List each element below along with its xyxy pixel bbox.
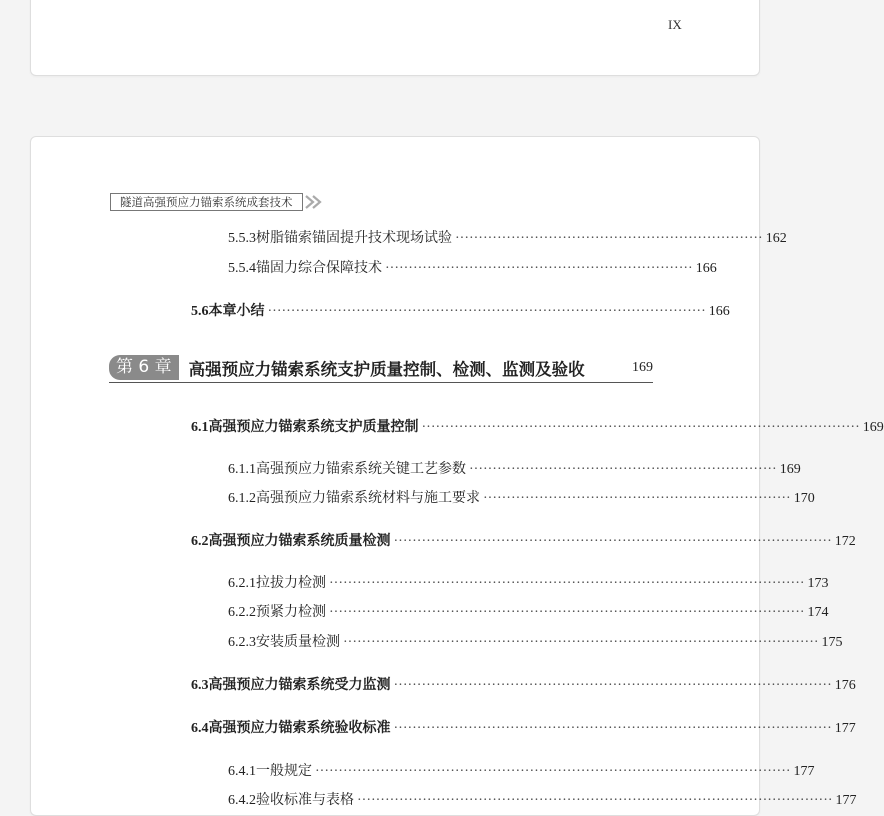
entry-page: 176 [834,678,856,693]
toc-entry-6-1-1[interactable] [228,458,801,478]
leader-dots: ······································································································ [315,764,791,779]
entry-title: 验收标准与表格 [256,792,354,808]
entry-page: 162 [765,231,787,246]
leader-dots: ·································································· [483,491,791,506]
entry-number: 6.2 [191,534,209,549]
chapter-page: 169 [632,359,653,375]
entry-number: 6.1.1 [228,462,256,477]
entry-page: 169 [779,462,801,477]
entry-number: 6.2.2 [228,605,256,620]
running-head [110,193,323,211]
entry-page: 166 [708,304,730,319]
entry-page: 177 [834,721,856,736]
entry-title: 高强预应力锚索系统验收标准 [208,720,391,736]
toc-entry-6-1-2[interactable] [228,487,815,507]
entry-page: 177 [793,764,815,779]
entry-title: 高强预应力锚索系统材料与施工要求 [256,490,480,506]
entry-page: 169 [862,420,884,435]
leader-dots: ······························································································ [393,721,832,736]
toc-entry-6-4-2[interactable] [228,789,857,809]
previous-page [30,0,760,76]
leader-dots: ······································································································ [357,793,833,808]
toc-entry-6-2-1[interactable] [228,572,829,592]
leader-dots: ·································································· [469,462,777,477]
entry-number: 6.3 [191,678,209,693]
entry-title: 一般规定 [256,763,312,779]
entry-title: 拉拔力检测 [256,575,326,591]
toc-entry-5-5-3[interactable] [228,227,787,247]
toc-page [30,136,884,816]
toc-entry-5-6[interactable] [191,300,730,320]
chapter-title: 高强预应力锚索系统支护质量控制、检测、监测及验收 [188,359,585,379]
leader-dots: ·································································· [455,231,763,246]
leader-dots: ······································································································ [329,605,805,620]
toc-entry-6-4-1[interactable] [228,760,815,780]
entry-number: 6.2.3 [228,635,256,650]
entry-page: 177 [835,793,857,808]
entry-number: 5.5.3 [228,231,256,246]
toc-entry-6-2[interactable] [191,530,856,550]
entry-title: 高强预应力锚索系统质量检测 [208,533,391,549]
entry-page: 170 [793,491,815,506]
toc-entry-5-5-4[interactable] [228,257,717,277]
entry-title: 高强预应力锚索系统受力监测 [208,677,391,693]
entry-title: 树脂锚索锚固提升技术现场试验 [256,230,452,246]
running-head-label: 隧道高强预应力锚索系统成套技术 [110,193,303,211]
entry-title: 本章小结 [208,303,265,319]
entry-page: 166 [695,261,717,276]
page-folio: IX [668,17,682,32]
entry-page: 172 [834,534,856,549]
entry-title: 锚固力综合保障技术 [256,260,382,276]
toc-entry-6-2-2[interactable] [228,601,829,621]
entry-number: 6.4.1 [228,764,256,779]
entry-title: 预紧力检测 [256,604,326,620]
entry-number: 6.2.1 [228,576,256,591]
entry-number: 6.1.2 [228,491,256,506]
entry-number: 5.6 [191,304,209,319]
entry-number: 5.5.4 [228,261,256,276]
entry-number: 6.4.2 [228,793,256,808]
leader-dots: ······························································································ [393,534,832,549]
double-chevron-right-icon [305,195,323,209]
toc-entry-6-1[interactable] [191,416,884,436]
chapter-heading[interactable] [109,353,653,383]
entry-title: 安装质量检测 [256,634,340,650]
leader-dots: ······································································································ [343,635,819,650]
entry-number: 6.1 [191,420,209,435]
chapter-badge: 第 6 章 [109,355,179,380]
leader-dots: ······························································································ [421,420,860,435]
entry-title: 高强预应力锚索系统关键工艺参数 [256,461,466,477]
leader-dots: ······························································································ [267,304,706,319]
leader-dots: ······································································································ [329,576,805,591]
toc-entry-6-2-3[interactable] [228,631,843,651]
toc-entry-6-3[interactable] [191,674,856,694]
entry-page: 175 [821,635,843,650]
entry-page: 173 [807,576,829,591]
entry-title: 高强预应力锚索系统支护质量控制 [208,419,419,435]
leader-dots: ······························································································ [393,678,832,693]
entry-number: 6.4 [191,721,209,736]
entry-page: 174 [807,605,829,620]
leader-dots: ·································································· [385,261,693,276]
toc-entry-6-4[interactable] [191,717,856,737]
